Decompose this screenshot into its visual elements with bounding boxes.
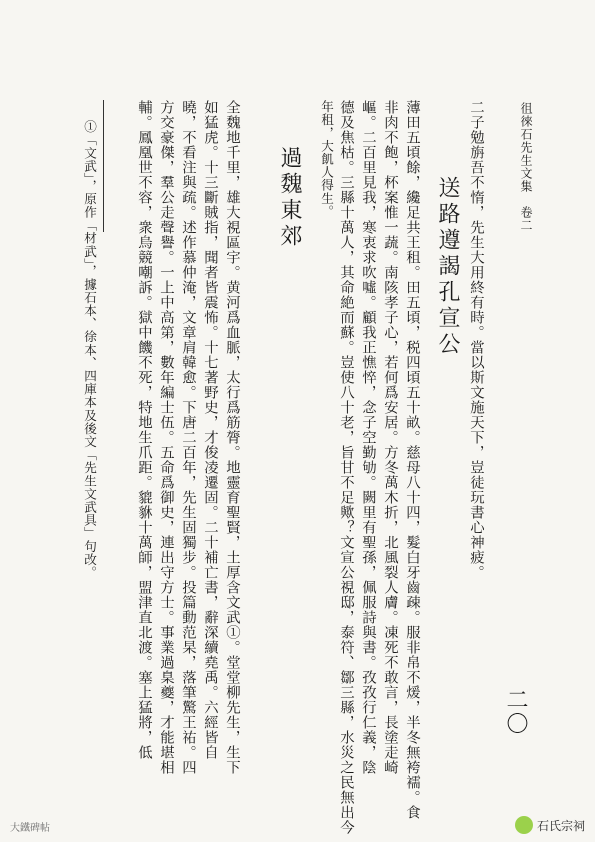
watermark-right — [515, 816, 585, 834]
text-column-10: 方交豪傑，羣公走聲譽。一上中高第，數年編士伍。五命爲御史，連出守方士。事業過臬夔，才能堪相 — [158, 100, 174, 775]
text-column-2: 薄田五頃餘，纔足共王租。田五頃，税四頃五十畝。慈母八十四，髮白牙齒疎。服非帛不煖，半冬無袴襦。食 — [404, 100, 420, 820]
text-column-8: 如猛虎。十三斷賊指，聞者皆震怖。十七著野史，才俊凌遷固。二十補亡書，辭深續堯禹。六經皆自 — [202, 100, 218, 760]
watermark-right-text: 石氏宗祠 — [536, 818, 585, 833]
text-column-5: 德及焦枯。三縣十萬人，其命絶而蘇。豈使八十老，旨甘不足歟？文宣公視邸，泰符、鄒三縣，水災之民無出今 — [338, 100, 354, 835]
text-column-7: 全魏地千里，雄大視區宇。黄河爲血脈，太行爲筋膂。地靈育聖賢，土厚含文武①。堂堂柳先生，生下 — [224, 100, 240, 775]
text-column-9: 曉，不看注與疏。述作慕仲淹，文章肩韓愈。下唐二百年，先生固獨步。投篇動范杲，落筆驚王祐。四 — [180, 100, 196, 775]
poem-title-1: 送路遵謁孔宣公 — [435, 176, 460, 358]
text-column-11: 輔。鳳凰世不容，衆烏競嘲訴。獄中饑不死，特地生爪距。貔貅十萬師，盟津直北渡。塞上猛將，低 — [136, 100, 152, 760]
text-column-3: 非肉不飽，杯案惟一蔬。南陔孝子心，若何爲安居。方冬萬木折，北風裂人膚。凍死不敢言，長塗走崎 — [382, 100, 398, 775]
wechat-icon — [515, 816, 533, 834]
text-column-4: 嶇。二百里見我，寒衷求吹噓。顧我正憔悴，念子空勤劬。闕里有聖孫，佩服詩與書。孜孜行仁義，陰 — [360, 100, 376, 775]
poem-title-2: 過魏東郊 — [277, 146, 302, 250]
watermark-left — [10, 819, 50, 834]
running-head: 徂徠石先生文集 卷二 — [519, 102, 533, 232]
watermark-left-text: 大鐵碑帖 — [10, 823, 50, 834]
text-column-6: 年租，大飢人得生。 — [319, 100, 334, 218]
footnote-divider — [103, 100, 104, 232]
footnote: ①「文武」，原作「材武」，據石本、徐本、四庫本及後文「先生文武具」句改。 — [82, 120, 97, 579]
page-number: 二〇 — [503, 688, 528, 736]
text-column-1: 二子勉旃吾不惰，先生大用終有時。當以斯文施天下，豈徒玩書心神疲。 — [468, 100, 484, 580]
